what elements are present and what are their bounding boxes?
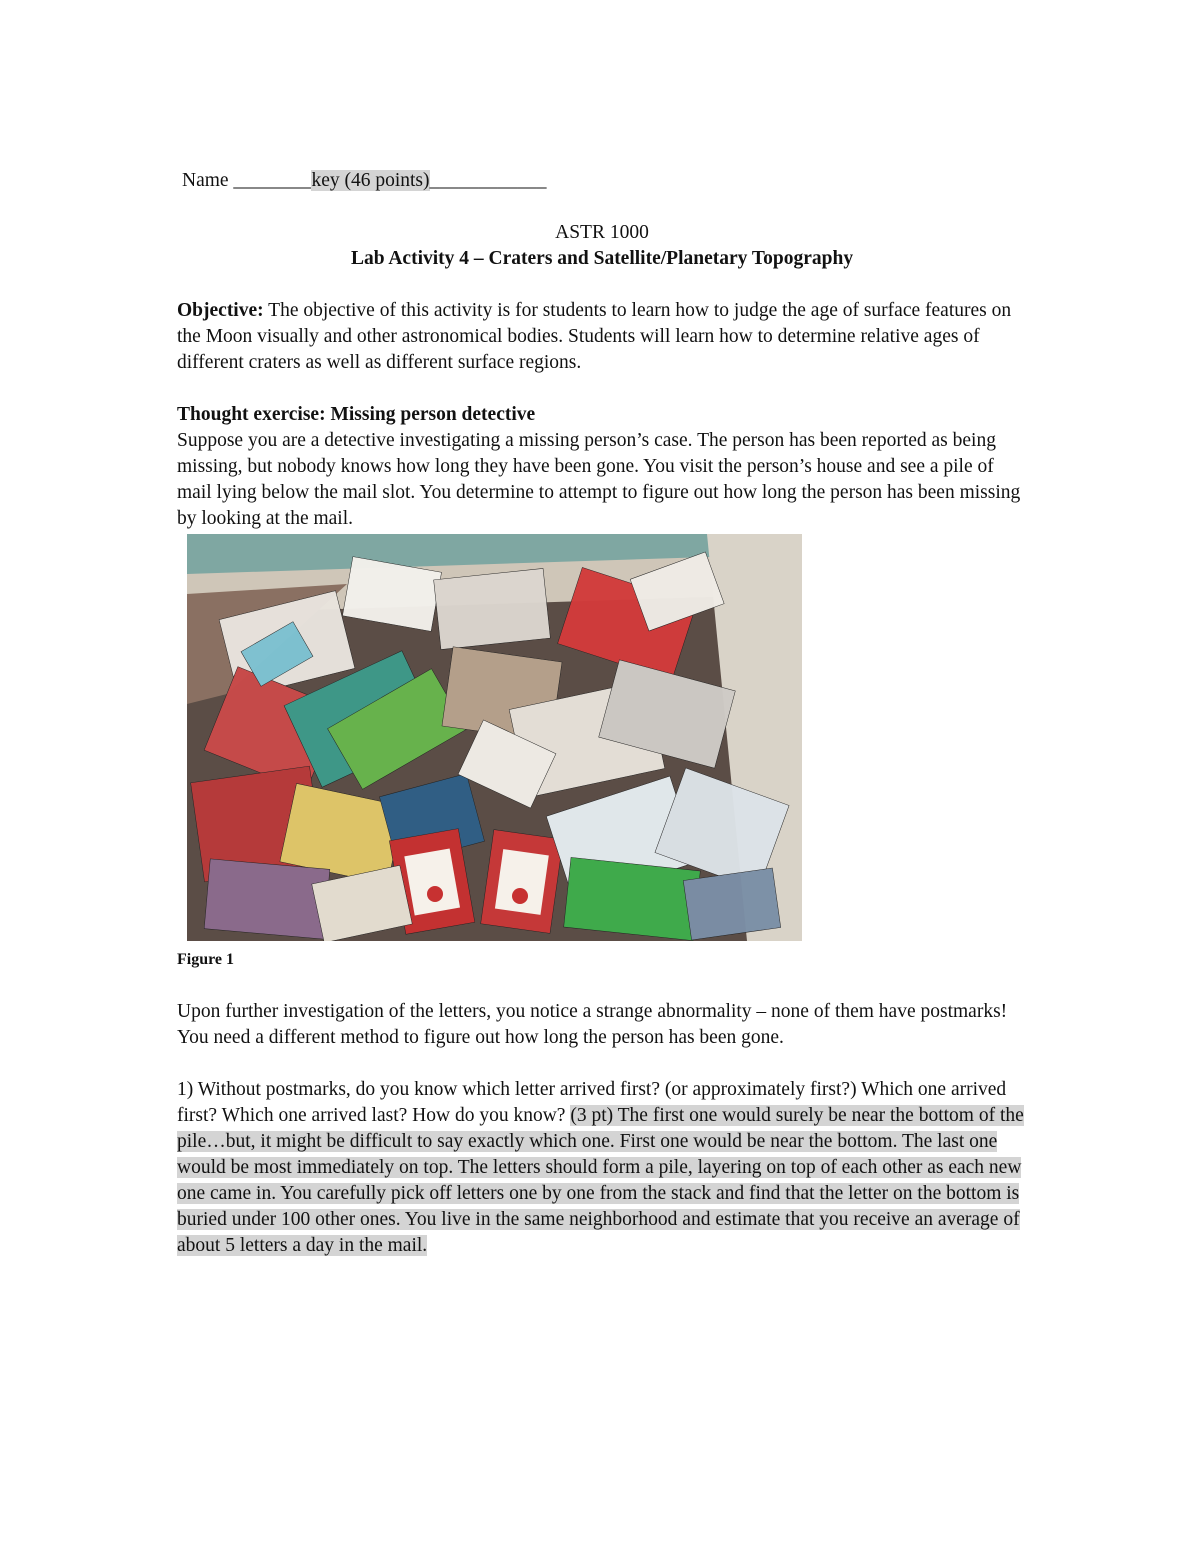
course-title: ASTR 1000 xyxy=(555,222,649,243)
document-page xyxy=(177,168,1027,1259)
investigation-paragraph: Upon further investigation of the letters, you notice a strange abnormality – none of them have postmarks! You need a different method to figure out how long the person has been gone. xyxy=(177,1001,1008,1048)
name-line xyxy=(182,168,1027,194)
objective-label: Objective: xyxy=(177,300,264,321)
question-1-prompt: 1) Without postmarks, do you know which letter arrived first? (or approximately first?) Which one arrived first? Which one arrived last? How do you know? xyxy=(177,1079,1007,1126)
mail-pile-photo xyxy=(187,534,802,941)
activity-title: Lab Activity 4 – Craters and Satellite/Planetary Topography xyxy=(350,248,854,269)
objective-text: The objective of this activity is for students to learn how to judge the age of surface features on the Moon visually and other astronomical bodies. Students will learn how to determine relative ages of different craters as well as different surface regions. xyxy=(177,300,1012,373)
thought-exercise-heading: Thought exercise: Missing person detective xyxy=(177,404,536,425)
figure-caption: Figure 1 xyxy=(177,951,235,968)
name-label: Name ________ xyxy=(182,170,312,191)
thought-exercise-text: Suppose you are a detective investigating a missing person’s case. The person has been reported as being missing, but nobody knows how long they have been gone. You visit the person’s house and see a pile of mail lying below the mail slot. You determine to attempt to figure out how long the person has been missing by looking at the mail. xyxy=(177,430,1021,529)
objective-paragraph xyxy=(177,298,1027,376)
mail-pile-image xyxy=(187,534,802,941)
question-1-answer: The first one would surely be near the bottom of the pile…but, it might be difficult to say exactly which one. First one would be near the bottom. The last one would be most immediately on top. The letters should form a pile, layering on top of each other as each new one came in. You carefully pick off letters one by one from the stack and find that the letter on the bottom is buried under 100 other ones. You live in the same neighborhood and estimate that you receive an average of about 5 letters a day in the mail. xyxy=(177,1105,1024,1256)
question-1 xyxy=(177,1077,1027,1259)
name-trailer: ____________ xyxy=(429,170,547,191)
question-1-points: (3 pt) xyxy=(570,1105,614,1126)
name-value: key (46 points) xyxy=(311,170,430,191)
